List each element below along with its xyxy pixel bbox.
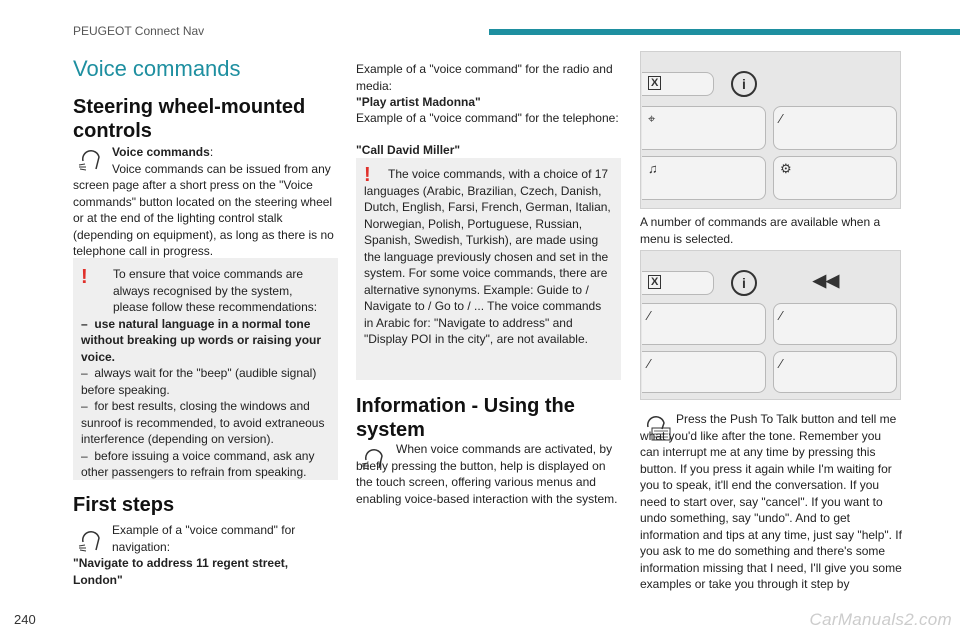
option-tile-4[interactable]: [773, 351, 897, 393]
voice-commands-text-2: screen page after a short press on the "Voice commands" button located on the steering wheel or at the end of the lighting control stalk (depending on equipment), as long as there is no telephone call in progress.: [73, 178, 334, 258]
dash: –: [81, 399, 88, 413]
option-tile-1[interactable]: [642, 303, 766, 345]
heading-first-steps: First steps: [73, 494, 175, 516]
voice-command-icon: [73, 143, 107, 173]
info-icon[interactable]: i: [731, 270, 757, 296]
heading-information: Information - Using the system: [356, 395, 575, 441]
page-title: Voice commands: [73, 56, 241, 81]
recommendations-note: [73, 258, 338, 480]
warning-exclamation-icon: !: [81, 266, 88, 288]
warning-exclamation-icon: !: [364, 164, 371, 186]
note-item-3-text: for best results, closing the windows and sunroof is recommended, to avoid extraneous interference (depending on version).: [81, 399, 325, 446]
colon: :: [209, 145, 214, 159]
rewind-icon[interactable]: ◀◀: [813, 271, 840, 290]
navigation-tile[interactable]: [642, 106, 766, 150]
voice-commands-label: Voice commands: [112, 145, 210, 159]
info-icon[interactable]: i: [731, 71, 757, 97]
note-lead: To ensure that voice commands are always recognised by the system, please follow these recommendations:: [113, 267, 318, 314]
push-to-talk-text: Press the Push To Talk button and tell me what you'd like after the tone. Remember you can interrupt me at any time by pressing this button. If you press it again while I'm waiting for you to speak, it'll end the conversation. If you need to start over, say "cancel". If you want to undo something, say "undo". And to get information and tips at any time, just say "help". If you ask to me do something and there's some information missing that I need, I'll give you some examples or take you through it step by: [640, 412, 902, 591]
heading-steering-controls: Steering wheel-mounted controls: [73, 96, 306, 142]
music-tile[interactable]: [642, 156, 766, 200]
dash: –: [81, 316, 88, 331]
telephone-example-command: "Call David Miller": [356, 143, 461, 157]
close-tile[interactable]: [642, 72, 714, 96]
dash: –: [81, 366, 88, 380]
submenu-screen: [640, 250, 901, 400]
phone-icon: ⁄: [780, 356, 783, 371]
note-item-1-text: use natural language in a normal tone without breaking up words or raising your voice.: [81, 316, 322, 364]
header-accent-bar: [489, 29, 960, 35]
screen-caption: A number of commands are available when a menu is selected.: [640, 215, 881, 246]
option-tile-2[interactable]: [773, 303, 897, 345]
note-item-4-text: before issuing a voice command, ask any other passengers to refrain from speaking.: [81, 448, 315, 479]
option-tile-3[interactable]: [642, 351, 766, 393]
radio-example-command: "Play artist Madonna": [356, 95, 481, 109]
phone-icon: ⁄: [780, 308, 783, 323]
settings-tile[interactable]: [773, 156, 897, 200]
dash: –: [81, 448, 88, 463]
phone-icon: ⁄: [780, 111, 783, 126]
information-text: When voice commands are activated, by briefly pressing the button, help is displayed on the touch screen, offering various menus and enabling voice-based interaction with the system.: [356, 442, 618, 506]
languages-note: [356, 158, 621, 380]
phone-tile[interactable]: [773, 106, 897, 150]
note-item-3: [81, 398, 330, 448]
note-item-1: [81, 316, 330, 366]
note-item-2-text: always wait for the "beep" (audible signal) before speaking.: [81, 366, 317, 397]
close-tile[interactable]: [642, 271, 714, 295]
voice-command-icon: [73, 524, 107, 554]
music-note-icon: ♫: [648, 161, 658, 176]
voice-menu-screen: [640, 51, 901, 209]
telephone-example-text: Example of a "voice command" for the telephone:: [356, 111, 619, 125]
settings-icon: ⚙: [780, 161, 792, 176]
radio-example-text: Example of a "voice command" for the radio and media:: [356, 62, 613, 93]
running-header: PEUGEOT Connect Nav: [73, 24, 205, 38]
close-icon: Χ: [648, 76, 661, 90]
phone-icon: ⁄: [648, 356, 651, 371]
watermark: CarManuals2.com: [809, 610, 952, 629]
first-steps-text: Example of a "voice command" for navigation:: [112, 523, 296, 554]
voice-commands-text-1: Voice commands can be issued from any: [112, 161, 331, 176]
close-icon: Χ: [648, 275, 661, 289]
first-steps-command: "Navigate to address 11 regent street, London": [73, 556, 289, 587]
note-item-2: [81, 365, 330, 398]
languages-note-text: The voice commands, with a choice of 17 languages (Arabic, Brazilian, Czech, Danish, Dutch, English, Farsi, French, German, Italian, Norwegian, Polish, Portuguese, Russian, Spanish, Swedish, Turkish), are made using the language previously chosen and set in the system. For some voice commands, there are alternative synonyms. Example: Guide to / Navigate to / Go to / ... The voice commands in Arabic for: "Navigate to address" and "Display POI in the city", are not available.: [364, 167, 611, 346]
page-number: 240: [14, 612, 36, 627]
navigation-icon: ⌖: [648, 111, 656, 126]
phone-icon: ⁄: [648, 308, 651, 323]
note-item-4: [81, 448, 330, 481]
